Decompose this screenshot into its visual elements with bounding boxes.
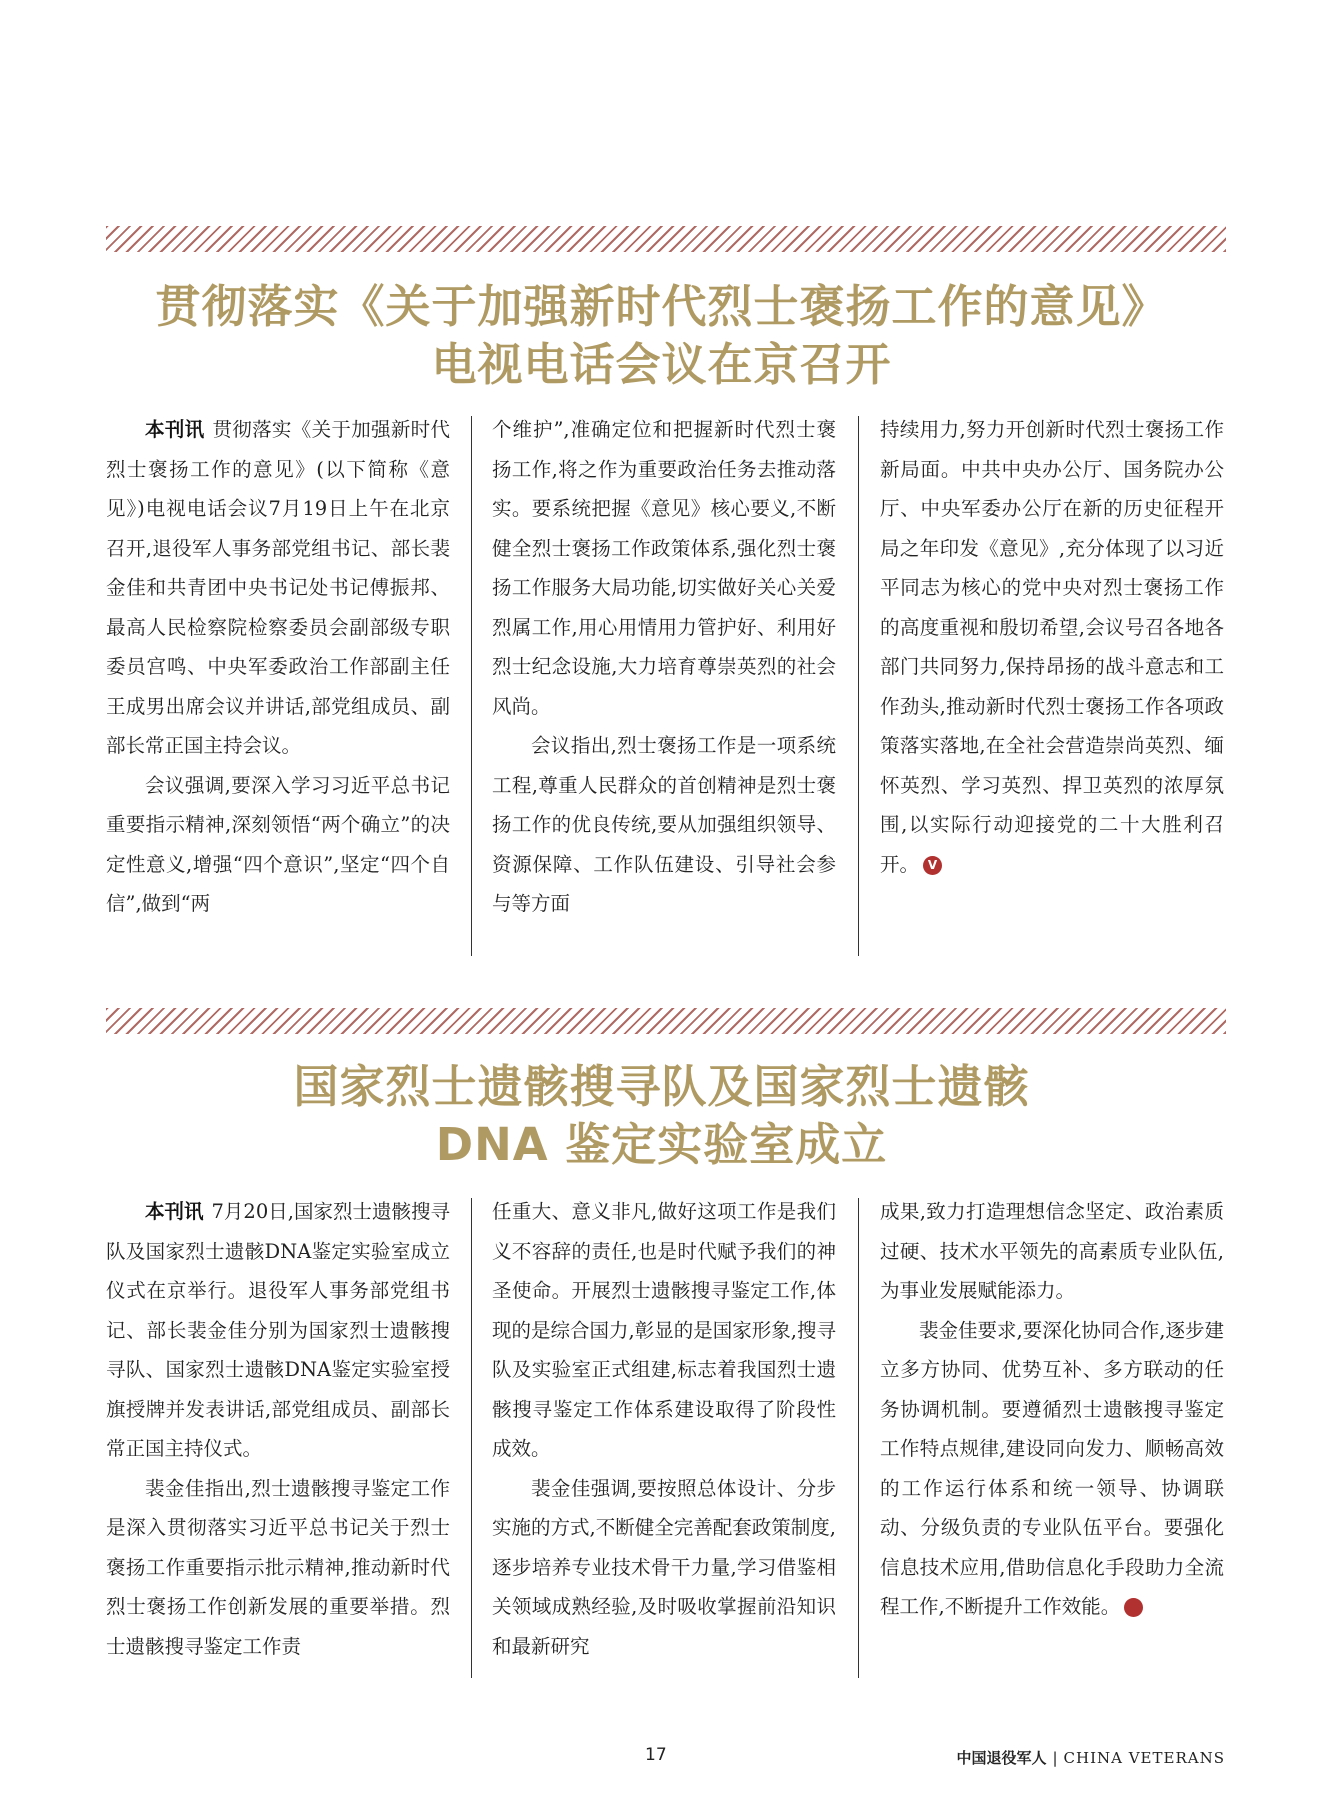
- article1-paragraph: [880, 410, 1224, 884]
- magazine-name: [956, 1747, 1225, 1768]
- article2-column-1: [106, 1192, 450, 1666]
- article2-column-3: [880, 1192, 1224, 1627]
- article1-column-3: [880, 410, 1224, 884]
- article1-text: 持续用力,努力开创新时代烈士褒扬工作新局面。中共中央办公厅、国务院办公厅、中央军委办公厅在新的历史征程开局之年印发《意见》,充分体现了以习近平同志为核心的党中央对烈士褒扬工作的高度重视和殷切希望,会议号召各地各部门共同努力,保持昂扬的战斗意志和工作劲头,推动新时代烈士褒扬工作各项政策落实落地,在全社会营造崇尚英烈、缅怀英烈、学习英烈、捍卫英烈的浓厚氛围,以实际行动迎接党的二十大胜利召开。: [880, 418, 1224, 876]
- article1-column-2: [492, 410, 836, 924]
- decorative-stripe-divider: [106, 226, 1226, 252]
- article2-paragraph: 任重大、意义非凡,做好这项工作是我们义不容辞的责任,也是时代赋予我们的神圣使命。开展烈士遗骸搜寻鉴定工作,体现的是综合国力,彰显的是国家形象,搜寻队及实验室正式组建,标志着我国烈士遗骸搜寻鉴定工作体系建设取得了阶段性成效。: [492, 1200, 836, 1460]
- article2-paragraph: 裴金佳指出,烈士遗骸搜寻鉴定工作是深入贯彻落实习近平总书记关于烈士褒扬工作重要指示批示精神,推动新时代烈士褒扬工作创新发展的重要举措。烈士遗骸搜寻鉴定工作责: [106, 1476, 450, 1658]
- end-mark-icon: V: [923, 856, 942, 875]
- article2-title-line2: DNA 鉴定实验室成立: [435, 1118, 888, 1171]
- end-mark-icon: V: [1124, 1598, 1143, 1617]
- article1-paragraph: 个维护”,准确定位和把握新时代烈士褒扬工作,将之作为重要政治任务去推动落实。要系统把握《意见》核心要义,不断健全烈士褒扬工作政策体系,强化烈士褒扬工作服务大局功能,切实做好关心关爱烈属工作,用心用情用力管护好、利用好烈士纪念设施,大力培育尊崇英烈的社会风尚。: [492, 418, 836, 718]
- article2-text: 7月20日,国家烈士遗骸搜寻队及国家烈士遗骸DNA鉴定实验室成立仪式在京举行。退役军人事务部党组书记、部长裴金佳分别为国家烈士遗骸搜寻队、国家烈士遗骸DNA鉴定实验室授旗授牌并发表讲话,部党组成员、副部长常正国主持仪式。: [106, 1200, 450, 1460]
- article1-body: [106, 410, 1226, 960]
- footer-separator: |: [1052, 1749, 1058, 1767]
- article1-title-line2: 电视电话会议在京召开: [431, 338, 892, 391]
- column-divider: [471, 1198, 472, 1678]
- article2-lead: 本刊讯: [145, 1200, 204, 1223]
- column-divider: [471, 416, 472, 956]
- article2-paragraph: 裴金佳强调,要按照总体设计、分步实施的方式,不断健全完善配套政策制度,逐步培养专业技术骨干力量,学习借鉴相关领域成熟经验,及时吸收掌握前沿知识和最新研究: [492, 1476, 836, 1658]
- article2-paragraph: 成果,致力打造理想信念坚定、政治素质过硬、技术水平领先的高素质专业队伍,为事业发展赋能添力。: [880, 1200, 1224, 1302]
- decorative-stripe-divider: [106, 1008, 1226, 1034]
- article1-text: 贯彻落实《关于加强新时代烈士褒扬工作的意见》(以下简称《意见》)电视电话会议7月19日上午在北京召开,退役军人事务部党组书记、部长裴金佳和共青团中央书记处书记傅振邦、最高人民检察院检察委员会副部级专职委员宫鸣、中央军委政治工作部副主任王成男出席会议并讲话,部党组成员、副部长常正国主持会议。: [106, 418, 450, 757]
- article2-paragraph: [880, 1311, 1224, 1627]
- article2-text: 裴金佳要求,要深化协同合作,逐步建立多方协同、优势互补、多方联动的任务协调机制。要遵循烈士遗骸搜寻鉴定工作特点规律,建设同向发力、顺畅高效的工作运行体系和统一领导、协调联动、分级负责的专业队伍平台。要强化信息技术应用,借助信息化手段助力全流程工作,不断提升工作效能。: [880, 1318, 1224, 1618]
- column-divider: [858, 416, 859, 956]
- article1-paragraph: 会议指出,烈士褒扬工作是一项系统工程,尊重人民群众的首创精神是烈士褒扬工作的优良传统,要从加强组织领导、资源保障、工作队伍建设、引导社会参与等方面: [492, 734, 836, 915]
- article2-body: [106, 1192, 1226, 1692]
- magazine-name-cn: 中国退役军人: [956, 1749, 1047, 1767]
- page-footer: [0, 1745, 1323, 1775]
- article2-title-line1: 国家烈士遗骸搜寻队及国家烈士遗骸: [293, 1060, 1030, 1113]
- article1-title-line1: 贯彻落实《关于加强新时代烈士褒扬工作的意见》: [155, 280, 1168, 333]
- article1-paragraph: [106, 410, 450, 766]
- column-divider: [858, 1198, 859, 1678]
- page-number: 17: [645, 1745, 667, 1765]
- article1-paragraph: 会议强调,要深入学习习近平总书记重要指示精神,深刻领悟“两个确立”的决定性意义,增强“四个意识”,坚定“四个自信”,做到“两: [106, 773, 450, 915]
- magazine-name-en: CHINA VETERANS: [1063, 1749, 1225, 1767]
- article2-column-2: [492, 1192, 836, 1666]
- article1-column-1: [106, 410, 450, 924]
- article1-headline: [80, 278, 1243, 394]
- article1-lead: 本刊讯: [145, 418, 205, 441]
- article2-headline: [80, 1058, 1243, 1174]
- article2-paragraph: [106, 1192, 450, 1469]
